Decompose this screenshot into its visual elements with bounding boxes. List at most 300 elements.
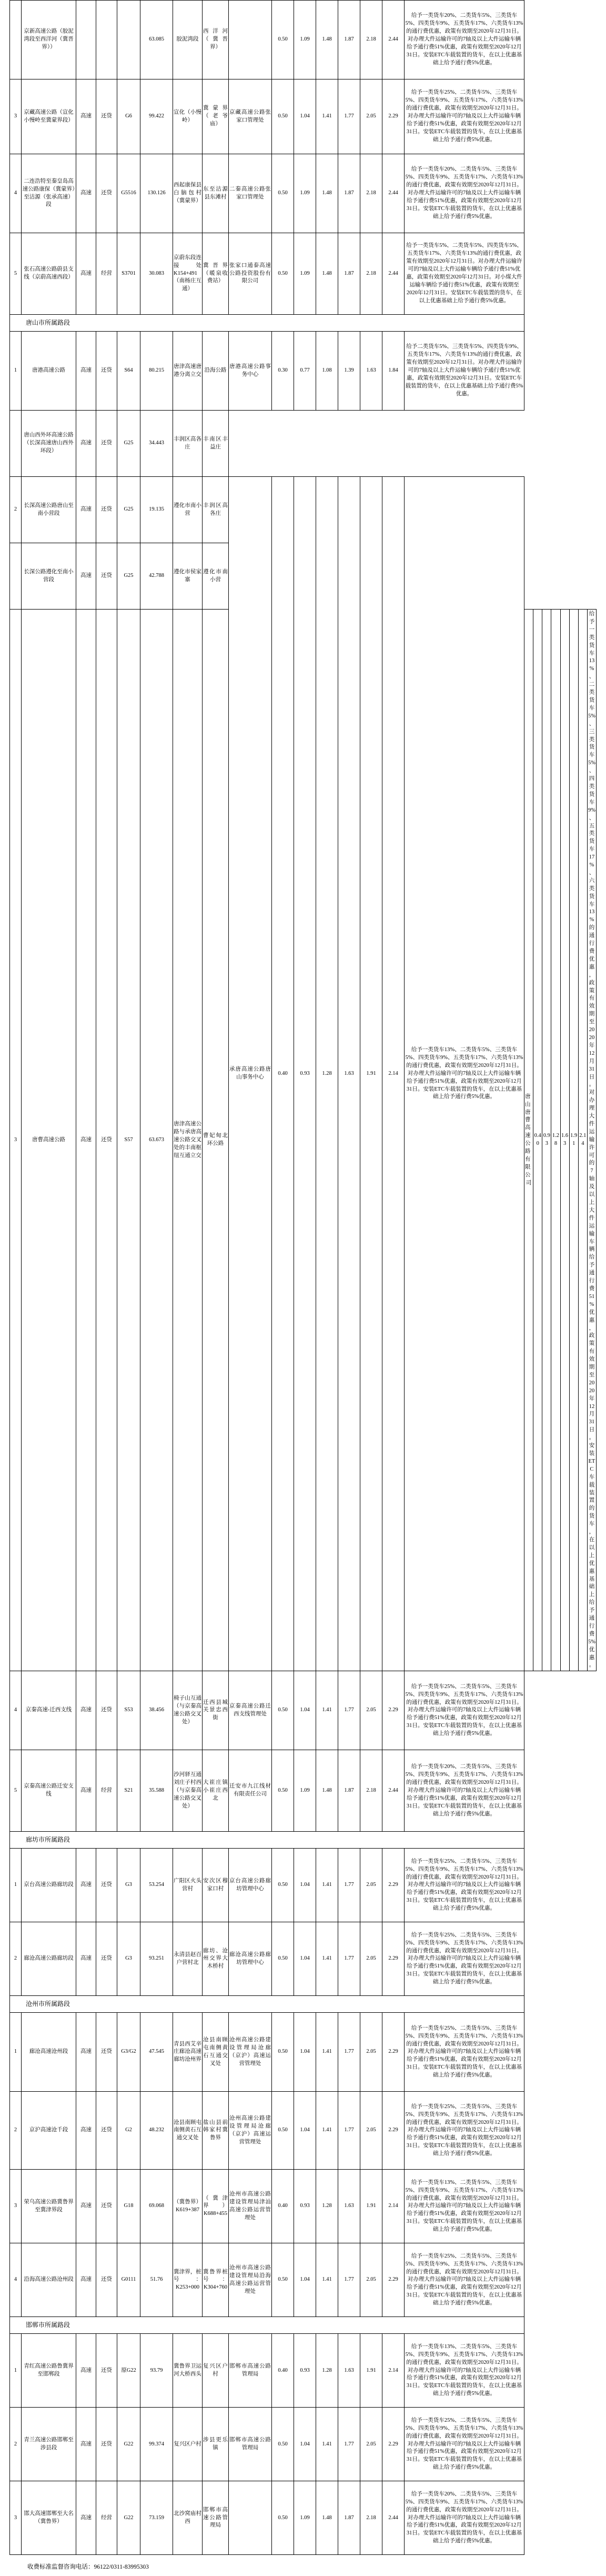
rate-class-1: 0.40 [533, 610, 542, 1671]
route-code: G25 [117, 411, 140, 477]
rate-class-4: 1.87 [338, 154, 360, 233]
rate-class-1: 0.50 [272, 79, 294, 154]
road-length-km: 130.126 [140, 154, 173, 233]
road-name: 荣乌高速公路冀鲁界至冀津界段 [22, 2170, 76, 2243]
rate-class-6: 1.84 [382, 332, 405, 411]
table-row [10, 2481, 597, 2555]
rate-class-2: 1.04 [294, 2408, 316, 2481]
rate-class-2: 0.93 [542, 610, 551, 1671]
road-length-km: 42.788 [140, 543, 173, 610]
operating-unit: 邯郸市高速公路管理局 [229, 2408, 272, 2481]
technical-grade: 高速 [76, 79, 96, 154]
road-length-km: 48.232 [140, 2092, 173, 2170]
toll-rate-table [9, 0, 597, 2555]
row-index [10, 1, 22, 79]
rate-class-2: 1.04 [294, 1922, 316, 1996]
rate-class-4: 1.77 [338, 1849, 360, 1922]
road-attribute: 还贷 [96, 154, 117, 233]
rate-class-2: 0.93 [294, 2170, 316, 2243]
section-header-row [10, 315, 597, 332]
rate-class-5: 2.05 [360, 1671, 382, 1750]
road-name: 京台高速公路廊坊段 [22, 1849, 76, 1922]
rate-class-4: 1.63 [338, 2334, 360, 2408]
road-attribute: 还贷 [96, 2170, 117, 2243]
rate-class-3: 1.41 [316, 2243, 338, 2317]
table-row [10, 233, 597, 315]
technical-grade: 高速 [76, 154, 96, 233]
technical-grade: 高速 [76, 610, 96, 1671]
operating-unit: 沧州高速公路建设管理局沧廊（京沪）高速运营管理处 [229, 2013, 272, 2092]
rate-class-5: 2.05 [360, 1922, 382, 1996]
rate-class-5: 2.05 [360, 2243, 382, 2317]
start-node: （冀鲁界）K619+387 [173, 2170, 203, 2243]
road-attribute: 经营 [96, 233, 117, 315]
road-name: 沿海高速公路沧州段 [22, 2243, 76, 2317]
rate-class-4: 1.77 [338, 2092, 360, 2170]
end-node: 丰南区丰益庄 [203, 411, 229, 477]
route-code: G0111 [117, 2243, 140, 2317]
rate-class-3: 1.41 [316, 1922, 338, 1996]
road-name: 唐山西外环高速公路（长深高速唐山西外环段） [22, 411, 76, 477]
route-code: G22 [117, 2408, 140, 2481]
road-length-km: 63.673 [140, 610, 173, 1671]
road-attribute: 还贷 [96, 1849, 117, 1922]
row-index: 4 [10, 2243, 22, 2317]
row-index [10, 411, 22, 477]
row-index: 4 [10, 1671, 22, 1750]
route-code: G5516 [117, 154, 140, 233]
road-name: 唐曹高速公路 [22, 610, 76, 1671]
operating-unit: 唐山唐曹高速公路有限公司 [524, 610, 533, 1671]
rate-class-3: 1.41 [316, 1849, 338, 1922]
row-index: 3 [10, 2481, 22, 2555]
rate-class-3: 1.41 [316, 2092, 338, 2170]
rate-class-3: 1.48 [316, 233, 338, 315]
road-length-km: 47.545 [140, 2013, 173, 2092]
rate-class-6: 2.44 [382, 1750, 405, 1832]
road-name: 张石高速公路蔚县支线（京蔚高速西段） [22, 233, 76, 315]
technical-grade: 高速 [76, 233, 96, 315]
rate-class-1: 0.30 [272, 332, 294, 411]
rate-class-5: 2.05 [360, 79, 382, 154]
rate-class-4: 1.77 [338, 2408, 360, 2481]
rate-class-1: 0.50 [272, 154, 294, 233]
start-node: 唐津高速公路与承唐高速公路交叉处的丰南枢纽互通立交 [173, 610, 203, 1671]
row-index: 2 [10, 1922, 22, 1996]
road-length-km: 38.456 [140, 1671, 173, 1750]
remark-text: 给予二类货车5%、三类货车5%、四类货车9%、五类货车17%、六类货车13%的通行费优惠，政策有效期至2020年12月31日。对办理大件运输许可的7轴及以上大件运输车辆给予通行费51%优惠，政策有效期至2020年12月31日。安装ETC车载装置的货车，在以上优惠基础上给予通行费5%优惠。 [405, 332, 524, 411]
route-code: G2 [117, 2092, 140, 2170]
rate-class-5: 2.18 [360, 1, 382, 79]
route-code: 原G22 [117, 2334, 140, 2408]
table-row [10, 2334, 597, 2408]
table-row [10, 2170, 597, 2243]
road-attribute: 还贷 [96, 543, 117, 610]
section-header-label: 廊坊市所属路段 [10, 1832, 524, 1849]
rate-class-3: 1.28 [551, 610, 560, 1671]
road-attribute: 还贷 [96, 2013, 117, 2092]
start-node: 京蔚东段连接处K154+491（南杨庄互通） [173, 233, 203, 315]
route-code: G6 [117, 79, 140, 154]
rate-class-5: 2.05 [360, 2013, 382, 2092]
rate-class-2: 1.04 [294, 1671, 316, 1750]
operating-unit: 张家口通泰高速公路投资股份有限公司 [229, 233, 272, 315]
operating-unit: 邯郸市高速公路管理局 [229, 2334, 272, 2408]
rate-class-4: 1.39 [338, 332, 360, 411]
rate-class-1: 0.40 [272, 477, 294, 1671]
road-length-km: 30.083 [140, 233, 173, 315]
technical-grade [76, 1, 96, 79]
remark-text: 给予一类货车20%、二类货车5%、三类货车5%、四类货车9%、五类货车17%、六类货车13%的通行费优惠，政策有效期至2020年12月31日。对办理大件运输许可的7轴及以上大件运输车辆给予通行费51%优惠，政策有效期至2020年12月31日。安装ETC车载装置的货车，在以上优惠基础上给予通行费5%优惠。 [405, 154, 524, 233]
row-index: 1 [10, 2013, 22, 2092]
rate-class-2: 1.09 [294, 154, 316, 233]
route-code: G3/G2 [117, 2013, 140, 2092]
row-index: 2 [10, 2408, 22, 2481]
rate-class-1: 0.40 [272, 2170, 294, 2243]
rate-class-5: 2.05 [360, 2408, 382, 2481]
rate-class-6: 2.29 [382, 79, 405, 154]
road-attribute: 还贷 [96, 2334, 117, 2408]
section-header-row [10, 2317, 597, 2334]
table-row [10, 2013, 597, 2092]
rate-class-6: 2.29 [382, 2092, 405, 2170]
rate-class-3: 1.41 [316, 1671, 338, 1750]
road-attribute: 还贷 [96, 477, 117, 543]
road-name: 长深高速公路唐山至南小营段 [22, 477, 76, 543]
rate-class-2: 0.93 [294, 2334, 316, 2408]
road-name: 邯大高速邯郸至大名（冀鲁界） [22, 2481, 76, 2555]
operating-unit: 京台高速公路廊坊管理中心 [229, 1849, 272, 1922]
end-node: 盐山县前韩家村冀鲁界 [203, 2092, 229, 2170]
rate-class-6: 2.14 [382, 477, 405, 1671]
end-node: 东至沽源县东滩村 [203, 154, 229, 233]
end-node: 遵化市南小营 [203, 543, 229, 610]
rate-class-3: 1.28 [316, 2170, 338, 2243]
end-node: 曹妃甸北环公路 [203, 610, 229, 1671]
operating-unit: 京藏高速公路张家口管理处 [229, 79, 272, 154]
road-attribute: 还贷 [96, 610, 117, 1671]
technical-grade: 高速 [76, 2334, 96, 2408]
rate-class-4: 1.77 [338, 1922, 360, 1996]
footer-note: 收费标准监督咨询电话：96122/0311-83995303 [27, 2564, 149, 2571]
route-code: S53 [117, 1671, 140, 1750]
start-node: 唐津高速唐港分离立交 [173, 332, 203, 411]
road-length-km: 34.443 [140, 411, 173, 477]
rate-class-3: 1.48 [316, 1, 338, 79]
row-index: 2 [10, 477, 22, 543]
section-header-label: 唐山市所属路段 [10, 315, 524, 332]
road-attribute: 还贷 [96, 1671, 117, 1750]
start-node: 冀津界，桩号：K253+000 [173, 2243, 203, 2317]
operating-unit: 迁安市九江线材有限责任公司 [229, 1750, 272, 1832]
rate-class-3: 1.41 [316, 79, 338, 154]
row-index: 1 [10, 332, 22, 411]
road-attribute: 还贷 [96, 2092, 117, 2170]
start-node: 复兴区户村 [173, 2408, 203, 2481]
start-node: 胶泥湾段 [173, 1, 203, 79]
rate-class-1: 0.50 [272, 2243, 294, 2317]
road-length-km: 63.085 [140, 1, 173, 79]
rate-class-6: 2.14 [578, 610, 587, 1671]
end-node: 涉县更乐镇 [203, 2408, 229, 2481]
end-node: 复兴区户村 [203, 2334, 229, 2408]
rate-class-5: 2.05 [360, 1849, 382, 1922]
end-node: 廊坊、沧州交界大木桥村 [203, 1922, 229, 1996]
row-index: 1 [10, 2334, 22, 2408]
rate-class-6: 2.44 [382, 1, 405, 79]
rate-class-4: 1.77 [338, 2243, 360, 2317]
rate-class-2: 1.09 [294, 1750, 316, 1832]
section-header-label: 沧州市所属路段 [10, 1996, 524, 2013]
technical-grade: 高速 [76, 2408, 96, 2481]
rate-class-2: 1.09 [294, 233, 316, 315]
remark-text: 给予一类货车25%、二类货车5%、三类货车5%、四类货车9%、五类货车17%、六类货车13%的通行费优惠，政策有效期至2020年12月31日。对办理大件运输许可的7轴及以上大件运输车辆给予通行费51%优惠，政策有效期至2020年12月31日。安装ETC车载装置的货车，在以上优惠基础上给予通行费5%优惠。 [405, 2092, 524, 2170]
rate-class-5: 1.91 [360, 2170, 382, 2243]
rate-class-2: 0.93 [294, 477, 316, 1671]
road-length-km: 53.254 [140, 1849, 173, 1922]
technical-grade: 高速 [76, 2013, 96, 2092]
operating-unit: 承唐高速公路唐山事务中心 [229, 477, 272, 1671]
table-row [10, 154, 597, 233]
rate-class-4: 1.63 [338, 477, 360, 1671]
start-node: 西起康保县白脑包村（冀蒙界） [173, 154, 203, 233]
rate-class-2: 1.04 [294, 1849, 316, 1922]
rate-class-6: 2.44 [382, 154, 405, 233]
rate-class-4: 1.63 [560, 610, 569, 1671]
remark-text: 给予一类货车25%、二类货车5%、三类货车5%、四类货车9%、五类货车17%、六类货车13%的通行费优惠，政策有效期至2020年12月31日。对办理大件运输许可的7轴及以上大件运输车辆给予通行费51%优惠，政策有效期至2020年12月31日。安装ETC车载装置的货车，在以上优惠基础上给予通行费5%优惠。 [405, 2243, 524, 2317]
road-name: 唐港高速公路 [22, 332, 76, 411]
route-code: S64 [117, 332, 140, 411]
rate-class-1: 0.50 [272, 233, 294, 315]
road-name: 廊沧高速沧州段 [22, 2013, 76, 2092]
rate-class-4: 1.77 [338, 1671, 360, 1750]
rate-class-6: 2.14 [382, 2334, 405, 2408]
operating-unit: 京秦高速公路迁西支线管理处 [229, 1671, 272, 1750]
rate-class-6: 2.14 [382, 2170, 405, 2243]
road-attribute: 还贷 [96, 79, 117, 154]
road-length-km: 80.215 [140, 332, 173, 411]
end-node: 丰润区高各庄 [203, 477, 229, 543]
route-code: S57 [117, 610, 140, 1671]
operating-unit: 沧州市高速公路建设管理局沿海高速公路运营管理处 [229, 2243, 272, 2317]
start-node: 永清县赵百户营村北 [173, 1922, 203, 1996]
rate-class-3: 1.28 [316, 477, 338, 1671]
start-node: 遵化市侯家寨 [173, 543, 203, 610]
remark-text: 给予一类货车13%、二类货车5%、三类货车5%、四类货车9%、五类货车17%、六类货车13%的通行费优惠，政策有效期至2020年12月31日。对办理大件运输许可的7轴及以上大件运输车辆给予通行费51%优惠，政策有效期至2020年12月31日。安装ETC车载装置的货车，在以上优惠基础上给予通行费5%优惠。 [405, 477, 524, 1671]
operating-unit: 二秦高速公路张家口管理处 [229, 154, 272, 233]
rate-class-2: 1.04 [294, 2243, 316, 2317]
rate-class-1: 0.40 [272, 2334, 294, 2408]
remark-text: 给予一类货车25%、二类货车5%、三类货车5%、四类货车9%、五类货车17%、六类货车13%的通行费优惠，政策有效期至2020年12月31日。对办理大件运输许可的7轴及以上大件运输车辆给予通行费51%优惠，政策有效期至2020年12月31日。安装ETC车载装置的货车，在以上优惠基础上给予通行费5%优惠。 [405, 79, 524, 154]
remark-text: 给予一类货车25%、二类货车5%、三类货车5%、四类货车9%、五类货车17%、六类货车13%的通行费优惠，政策有效期至2020年12月31日。对办理大件运输许可的7轴及以上大件运输车辆给予通行费51%优惠，政策有效期至2020年12月31日。安装ETC车载装置的货车，在以上优惠基础上给予通行费5%优惠。 [405, 1922, 524, 1996]
road-name: 京沪高速沧千段 [22, 2092, 76, 2170]
table-row [10, 1671, 597, 1750]
road-length-km: 99.374 [140, 2408, 173, 2481]
route-code: G18 [117, 2170, 140, 2243]
start-node: 丰润区高各庄 [173, 411, 203, 477]
technical-grade: 高速 [76, 477, 96, 543]
section-header-label: 邯郸市所属路段 [10, 2317, 524, 2334]
road-name: 京新高速公路（胶泥湾段至西洋河（冀晋界）） [22, 1, 76, 79]
road-attribute: 还贷 [96, 2408, 117, 2481]
road-name: 长深公路遵化至南小营段 [22, 543, 76, 610]
row-index [10, 543, 22, 610]
road-name: 京秦高速-迁西支线 [22, 1671, 76, 1750]
rate-class-6: 2.29 [382, 1922, 405, 1996]
row-index: 2 [10, 2092, 22, 2170]
technical-grade: 高速 [76, 2092, 96, 2170]
rate-class-4: 1.87 [338, 1, 360, 79]
rate-class-2: 1.09 [294, 2481, 316, 2555]
rate-class-3: 1.48 [316, 1750, 338, 1832]
remark-text: 给予一类货车20%、二类货车5%、三类货车5%、四类货车9%、五类货车17%、六类货车13%的通行费优惠，政策有效期至2020年12月31日。对办理大件运输许可的7轴及以上大件运输车辆给予通行费51%优惠，政策有效期至2020年12月31日。安装ETC车载装置的货车，在以上优惠基础上给予通行费5%优惠。 [405, 1750, 524, 1832]
end-node: 大崔庄镇小崔庄西北 [203, 1750, 229, 1832]
row-index: 4 [10, 154, 22, 233]
route-code: G22 [117, 2481, 140, 2555]
road-attribute: 还贷 [96, 2243, 117, 2317]
operating-unit: 沧州市高速公路建设管理局津汕高速公路运营管理处 [229, 2170, 272, 2243]
rate-class-3: 1.28 [316, 2334, 338, 2408]
rate-class-1: 0.50 [272, 1, 294, 79]
rate-class-1: 0.50 [272, 2013, 294, 2092]
end-node: 冀蒙界（老爷庙） [203, 79, 229, 154]
road-attribute: 还贷 [96, 332, 117, 411]
rate-class-4: 1.77 [338, 79, 360, 154]
rate-class-5: 2.18 [360, 2481, 382, 2555]
rate-class-6: 2.29 [382, 2013, 405, 2092]
rate-class-5: 2.18 [360, 233, 382, 315]
rate-class-3: 1.48 [316, 2481, 338, 2555]
table-row [10, 411, 597, 477]
rate-class-5: 2.18 [360, 154, 382, 233]
rate-class-4: 1.77 [338, 2013, 360, 2092]
table-row [10, 1849, 597, 1922]
rate-class-4: 1.87 [338, 233, 360, 315]
table-row [10, 2092, 597, 2170]
table-row [10, 1922, 597, 1996]
technical-grade: 高速 [76, 2170, 96, 2243]
end-node: （冀津界）K688+455 [203, 2170, 229, 2243]
start-node: 椅子山互通（与京秦高速公路交叉处） [173, 1671, 203, 1750]
operating-unit [229, 2481, 272, 2555]
road-name: 青兰高速公路邯郸至涉县段 [22, 2408, 76, 2481]
start-node: 青县西艾辛庄廊沧高速廊坊沧州界 [173, 2013, 203, 2092]
road-attribute [96, 1, 117, 79]
road-length-km: 19.135 [140, 477, 173, 543]
start-node: 冀鲁界卫运河大桥西头 [173, 2334, 203, 2408]
remark-text: 给予一类货车20%、二类货车5%、三类货车5%、四类货车9%、五类货车17%、六类货车13%的通行费优惠，政策有效期至2020年12月31日。对办理大件运输许可的7轴及以上大件运输车辆给予通行费51%优惠，政策有效期至2020年12月31日。安装ETC车载装置的货车，在以上优惠基础上给予通行费5%优惠。 [405, 2481, 524, 2555]
road-length-km: 73.159 [140, 2481, 173, 2555]
row-index: 5 [10, 233, 22, 315]
rate-class-6: 2.29 [382, 1671, 405, 1750]
rate-class-4: 1.87 [338, 2481, 360, 2555]
section-header-row [10, 1996, 597, 2013]
start-node: 广阳区火头营村 [173, 1849, 203, 1922]
rate-class-2: 1.09 [294, 1, 316, 79]
route-code: G25 [117, 477, 140, 543]
table-row [10, 477, 597, 543]
start-node: 沧县南顾屯南侧黄石互通交叉处 [173, 2092, 203, 2170]
end-node: 冀晋界（暖泉收费站） [203, 233, 229, 315]
road-length-km: 93.79 [140, 2334, 173, 2408]
table-row [10, 1750, 597, 1832]
technical-grade: 高速 [76, 1671, 96, 1750]
end-node: 邯郸市高速公路管理局 [203, 2481, 229, 2555]
row-index: 3 [10, 79, 22, 154]
road-name: 二连浩特至秦皇岛高速公路康保（冀蒙界）至沽源（张承高速）段 [22, 154, 76, 233]
road-attribute: 还贷 [96, 411, 117, 477]
road-name: 京藏高速公路（宣化小慢岭至冀蒙界段） [22, 79, 76, 154]
route-code: S21 [117, 1750, 140, 1832]
rate-class-4: 1.63 [338, 2170, 360, 2243]
section-header-row [10, 1832, 597, 1849]
toll-table-body [10, 1, 597, 2555]
table-row [10, 79, 597, 154]
rate-class-3: 1.48 [316, 154, 338, 233]
rate-class-4: 1.87 [338, 1750, 360, 1832]
road-name: 京秦高速公路迁安支线 [22, 1750, 76, 1832]
technical-grade: 高速 [76, 543, 96, 610]
operating-unit: 沧州高速公路建设管理局沧廊（京沪）高速运营管理处 [229, 2092, 272, 2170]
rate-class-3: 1.08 [316, 332, 338, 411]
row-index: 3 [10, 2170, 22, 2243]
rate-class-6: 2.29 [382, 1849, 405, 1922]
remark-text: 给予一类货车20%、二类货车5%、三类货车5%、四类货车9%、五类货车17%、六类货车13%的通行费优惠，政策有效期至2020年12月31日。对办理大件运输许可的7轴及以上大件运输车辆给予通行费51%优惠，政策有效期至2020年12月31日。安装ETC车载装置的货车，在以上优惠基础上给予通行费5%优惠。 [405, 1, 524, 79]
rate-class-2: 1.04 [294, 79, 316, 154]
start-node: 北沙窝庙村西 [173, 2481, 203, 2555]
row-index: 5 [10, 1750, 22, 1832]
remark-text: 给予一类货车25%、二类货车5%、三类货车5%、四类货车9%、五类货车17%、六类货车13%的通行费优惠，政策有效期至2020年12月31日。对办理大件运输许可的7轴及以上大件运输车辆给予通行费51%优惠，政策有效期至2020年12月31日。安装ETC车载装置的货车，在以上优惠基础上给予通行费5%优惠。 [405, 1849, 524, 1922]
technical-grade: 高速 [76, 2243, 96, 2317]
rate-class-1: 0.50 [272, 2092, 294, 2170]
start-node: 遵化市南小营 [173, 477, 203, 543]
remark-text: 给予一类货车5%、二类货车5%、四类货车5%、五类货车17%、六类货车13%的通行费优惠，政策有效期至2020年12月31日。对办理大件运输许可的7轴及以上大件运输车辆给予通行费51%优惠，政策有效期至2020年12月31日。对小煤大件运输车辆给予通行费51%优惠，政策有效期至2020年12月31日。安装ETC车载装置的货车，在以上优惠基础上给予通行费5%优惠。 [405, 233, 524, 315]
road-length-km: 51.76 [140, 2243, 173, 2317]
table-row [10, 332, 597, 411]
end-node: 西洋河（冀晋界） [203, 1, 229, 79]
route-code: G25 [117, 543, 140, 610]
table-row [10, 1, 597, 79]
technical-grade: 高速 [76, 332, 96, 411]
rate-class-2: 0.77 [294, 332, 316, 411]
road-name: 廊沧高速公路廊坊段 [22, 1922, 76, 1996]
end-node: 安次区穆家口村 [203, 1849, 229, 1922]
remark-text: 给予一类货车25%、二类货车5%、三类货车5%、四类货车9%、五类货车17%、六类货车13%的通行费优惠，政策有效期至2020年12月31日。对办理大件运输许可的7轴及以上大件运输车辆给予通行费51%优惠，政策有效期至2020年12月31日。安装ETC车载装置的货车，在以上优惠基础上给予通行费5%优惠。 [405, 2408, 524, 2481]
route-code [117, 1, 140, 79]
technical-grade: 高速 [76, 411, 96, 477]
remark-text: 给予一类货车25%、二类货车5%、三类货车5%、四类货车9%、五类货车17%、六类货车13%的通行费优惠，政策有效期至2020年12月31日。对办理大件运输许可的7轴及以上大件运输车辆给予通行费51%优惠，政策有效期至2020年12月31日。安装ETC车载装置的货车，在以上优惠基础上给予通行费5%优惠。 [405, 2013, 524, 2092]
table-row [10, 2243, 597, 2317]
operating-unit [229, 1, 272, 79]
rate-class-5: 1.91 [360, 477, 382, 1671]
rate-class-1: 0.50 [272, 1671, 294, 1750]
rate-class-1: 0.50 [272, 2481, 294, 2555]
road-length-km: 69.068 [140, 2170, 173, 2243]
rate-class-5: 2.05 [360, 2092, 382, 2170]
rate-class-3: 1.41 [316, 2013, 338, 2092]
rate-class-2: 1.04 [294, 2013, 316, 2092]
route-code: S3701 [117, 233, 140, 315]
remark-text: 给予一类货车13%、二类货车5%、三类货车5%、四类货车9%、五类货车17%、六类货车13%的通行费优惠，政策有效期至2020年12月31日。对办理大件运输许可的7轴及以上大件运输车辆给予通行费51%优惠，政策有效期至2020年12月31日。安装ETC车载装置的货车，在以上优惠基础上给予通行费5%优惠。 [405, 2170, 524, 2243]
road-length-km: 99.422 [140, 79, 173, 154]
rate-class-6: 2.44 [382, 233, 405, 315]
end-node: 冀鲁界桩号：K304+760 [203, 2243, 229, 2317]
technical-grade: 高速 [76, 1750, 96, 1832]
end-node: 迁西县城关景忠西街 [203, 1671, 229, 1750]
technical-grade: 高速 [76, 1922, 96, 1996]
table-row [10, 2408, 597, 2481]
road-attribute: 经营 [96, 1750, 117, 1832]
